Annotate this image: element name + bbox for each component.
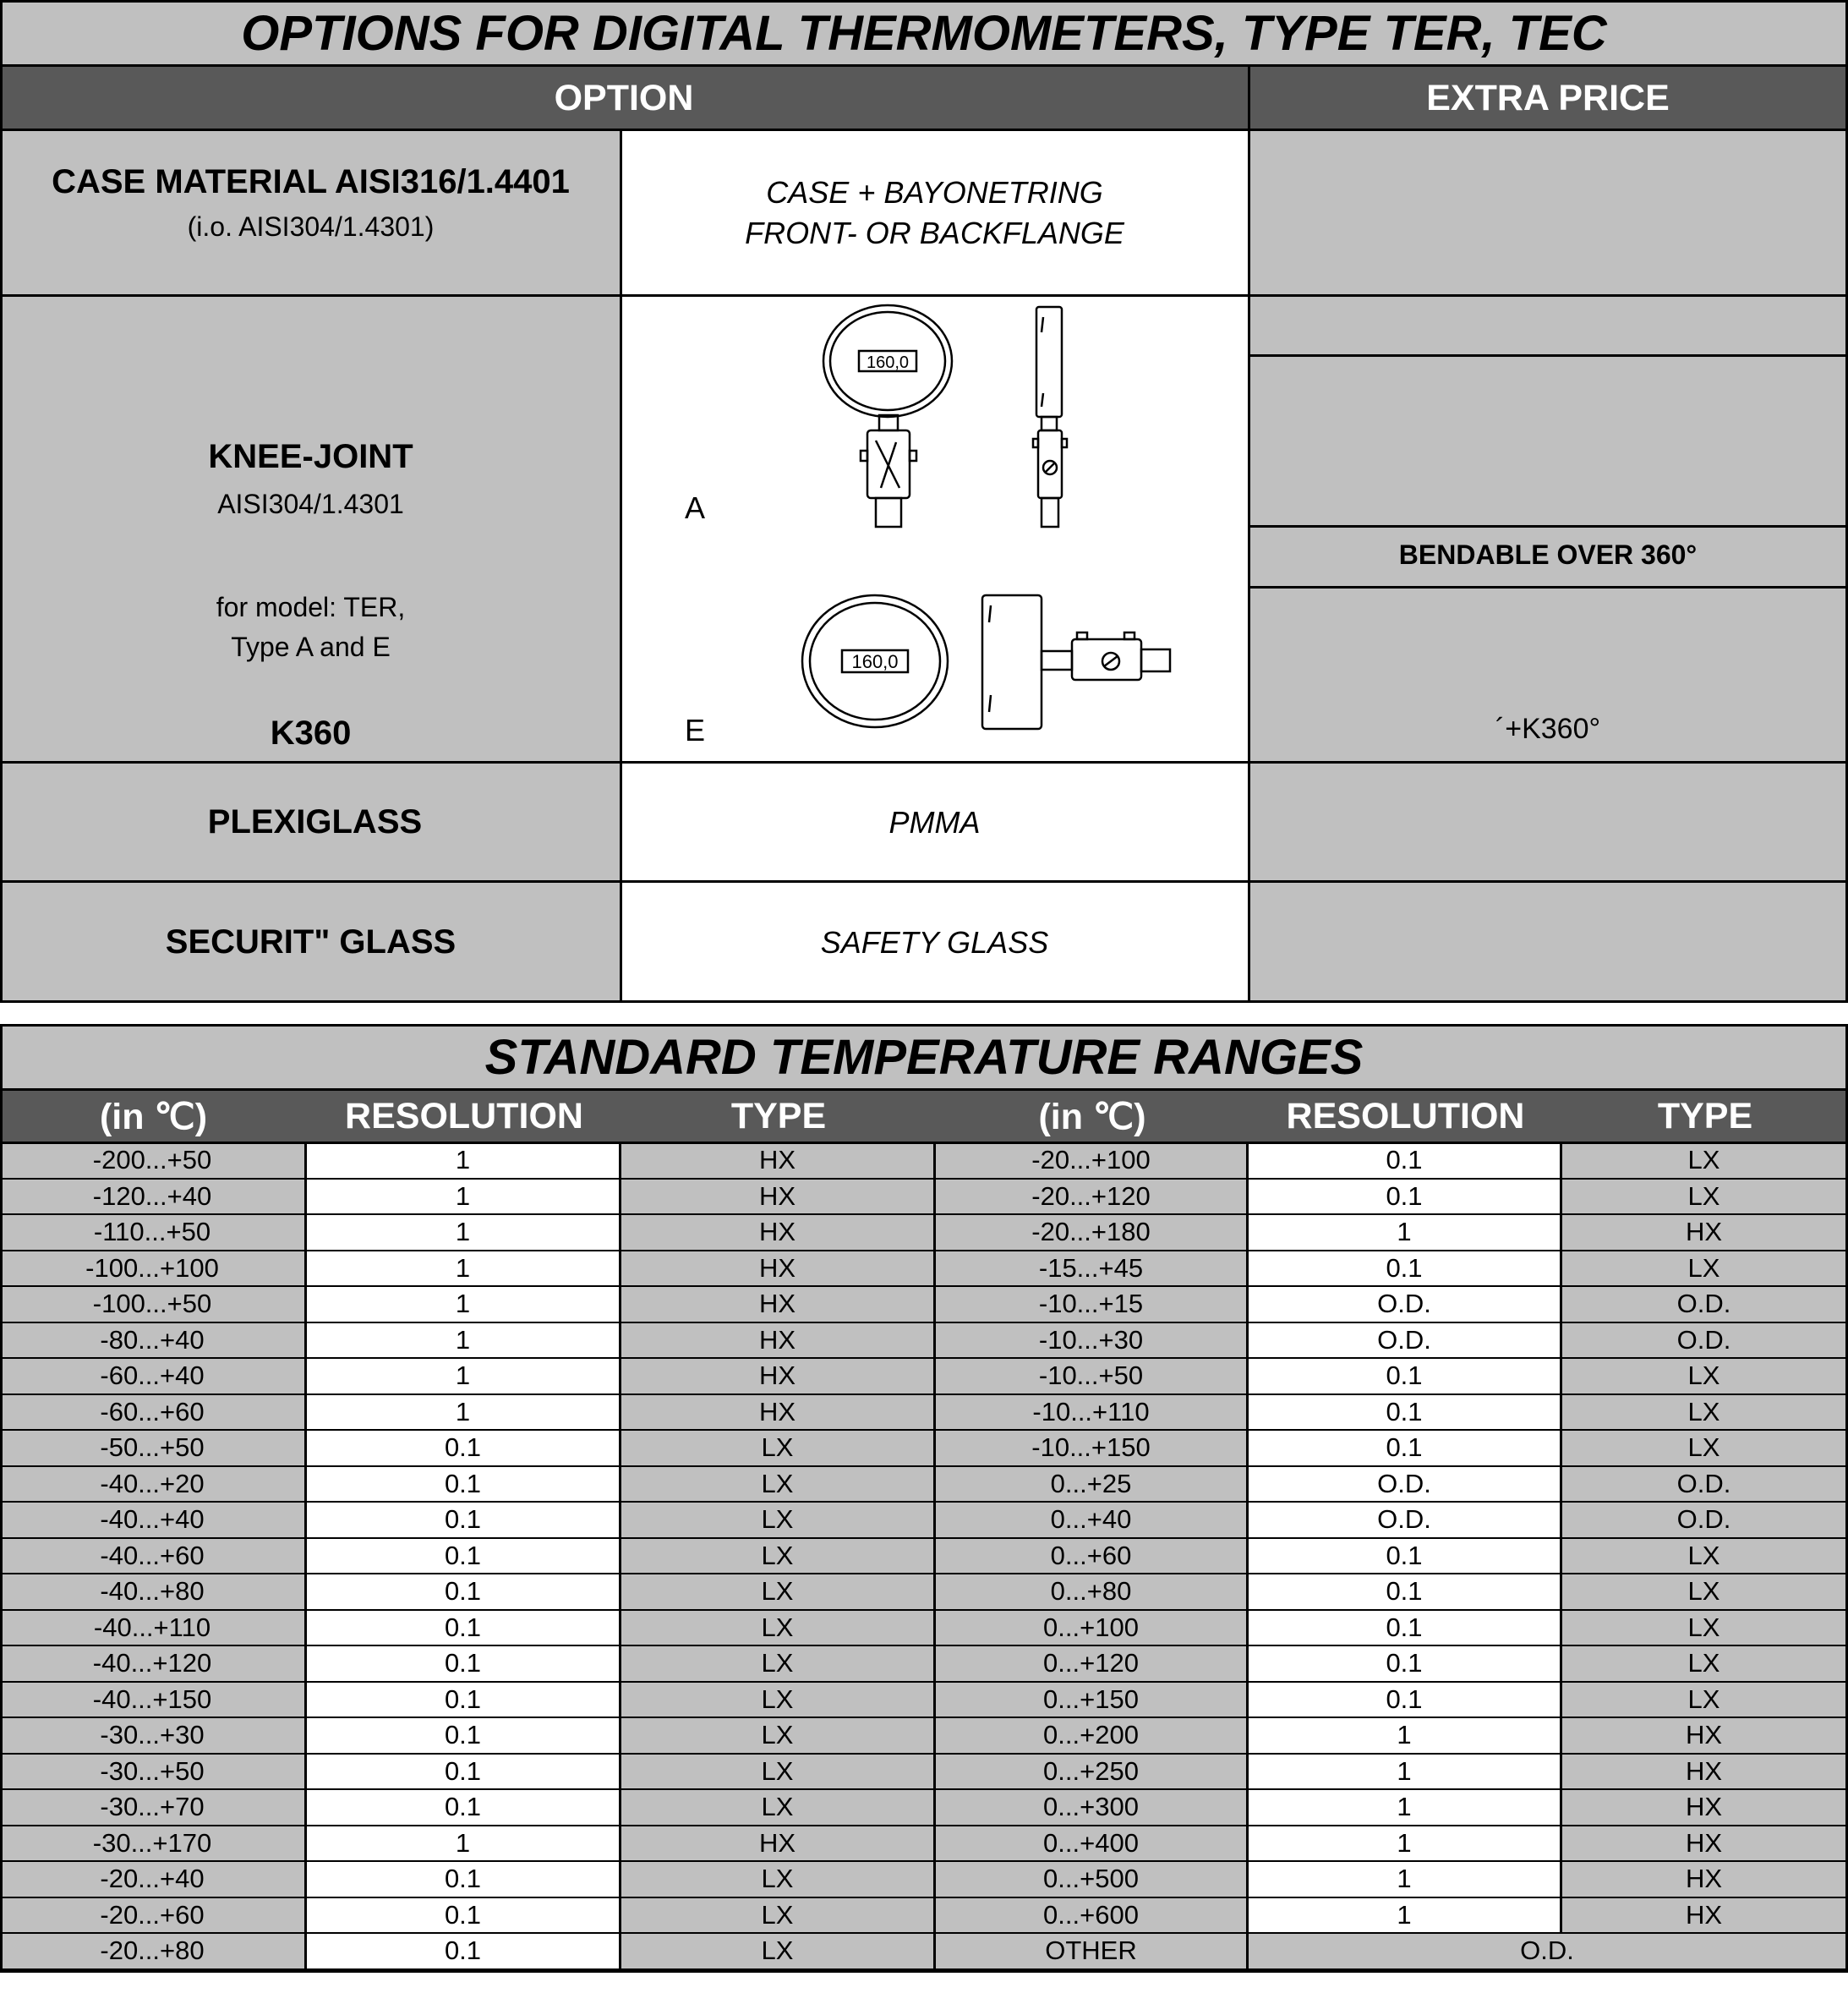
cell-type-1: LX	[621, 1862, 936, 1898]
cell-type-2: LX	[1562, 1574, 1848, 1611]
cell-resolution-2: O.D.	[1249, 1323, 1562, 1360]
cell-type-1: HX	[621, 1251, 936, 1288]
cell-resolution-2: 1	[1249, 1790, 1562, 1826]
case-material-sub: (i.o. AISI304/1.4301)	[187, 211, 435, 242]
cell-resolution-2: 1	[1249, 1826, 1562, 1863]
cell-type-2: LX	[1562, 1143, 1848, 1180]
cell-resolution-2: O.D.	[1249, 1467, 1562, 1503]
cell-type-1: HX	[621, 1143, 936, 1180]
cell-resolution-1: 1	[307, 1215, 621, 1251]
cell-resolution-2: 0.1	[1249, 1180, 1562, 1216]
cell-resolution-2: 1	[1249, 1718, 1562, 1755]
ranges-header-resolution-2: RESOLUTION	[1286, 1096, 1525, 1136]
cell-range-1: -40...+40	[0, 1503, 307, 1539]
cell-range-2: 0...+40	[936, 1503, 1249, 1539]
cell-range-1: -40...+120	[0, 1646, 307, 1683]
cell-resolution-1: 0.1	[307, 1755, 621, 1791]
knee-joint-type-a-label: A	[685, 490, 706, 525]
ranges-header-type-1: TYPE	[730, 1096, 827, 1136]
cell-range-1: -120...+40	[0, 1180, 307, 1216]
cell-type-2: LX	[1562, 1646, 1848, 1683]
knee-joint-model-line1: for model: TER,	[216, 592, 406, 622]
cell-range-2: 0...+250	[936, 1755, 1249, 1791]
cell-type-2: LX	[1562, 1683, 1848, 1719]
cell-range-2: 0...+500	[936, 1862, 1249, 1898]
cell-range-2: 0...+600	[936, 1898, 1249, 1935]
cell-type-2: HX	[1562, 1898, 1848, 1935]
cell-resolution-2: 0.1	[1249, 1251, 1562, 1288]
cell-resolution-2: 0.1	[1249, 1395, 1562, 1432]
cell-range-1: -80...+40	[0, 1323, 307, 1360]
cell-range-2: 0...+200	[936, 1718, 1249, 1755]
cell-type-1: LX	[621, 1898, 936, 1935]
ranges-header-resolution-1: RESOLUTION	[345, 1096, 583, 1136]
knee-joint-price-note: BENDABLE OVER 360°	[1398, 539, 1698, 570]
cell-range-2: 0...+120	[936, 1646, 1249, 1683]
cell-type-2: HX	[1562, 1755, 1848, 1791]
cell-resolution-2: 0.1	[1249, 1574, 1562, 1611]
cell-resolution-2: O.D.	[1249, 1503, 1562, 1539]
cell-type-2: O.D.	[1562, 1323, 1848, 1360]
cell-resolution-2: 1	[1249, 1215, 1562, 1251]
cell-type-1: HX	[621, 1287, 936, 1323]
cell-range-1: -100...+100	[0, 1251, 307, 1288]
cell-range-2: 0...+150	[936, 1683, 1249, 1719]
cell-resolution-1: 0.1	[307, 1539, 621, 1575]
cell-range-2: -10...+30	[936, 1323, 1249, 1360]
header-option: OPTION	[0, 66, 1248, 130]
cell-resolution-1: 1	[307, 1251, 621, 1288]
cell-range-1: -40...+60	[0, 1539, 307, 1575]
cell-type-1: LX	[621, 1683, 936, 1719]
cell-resolution-1: 0.1	[307, 1574, 621, 1611]
case-material-label	[0, 161, 621, 245]
cell-type-1: LX	[621, 1503, 936, 1539]
cell-range-1: -20...+60	[0, 1898, 307, 1935]
knee-joint-type-e-label: E	[685, 713, 706, 747]
header-extra-price: EXTRA PRICE	[1248, 66, 1848, 130]
cell-type-2: LX	[1562, 1180, 1848, 1216]
cell-resolution-1: 0.1	[307, 1503, 621, 1539]
securit-desc: SAFETY GLASS	[820, 924, 1049, 960]
cell-type-1: LX	[621, 1718, 936, 1755]
cell-type-1: LX	[621, 1539, 936, 1575]
cell-type-1: LX	[621, 1755, 936, 1791]
cell-range-2: 0...+100	[936, 1611, 1249, 1647]
cell-range-2: 0...+400	[936, 1826, 1249, 1863]
cell-type-2: HX	[1562, 1826, 1848, 1863]
case-material-desc	[621, 130, 1248, 296]
cell-range-2: -15...+45	[936, 1251, 1249, 1288]
cell-type-2: HX	[1562, 1718, 1848, 1755]
knee-joint-name: KNEE-JOINT	[208, 438, 413, 475]
cell-range-1: -50...+50	[0, 1431, 307, 1467]
cell-range-1: -40...+20	[0, 1467, 307, 1503]
cell-resolution-1: 0.1	[307, 1790, 621, 1826]
cell-type-2: LX	[1562, 1395, 1848, 1432]
knee-joint-code: K360	[270, 715, 352, 752]
cell-range-1: -30...+30	[0, 1718, 307, 1755]
type-e-display-value: 160,0	[851, 651, 899, 672]
cell-resolution-1: 0.1	[307, 1431, 621, 1467]
type-a-display-value: 160,0	[866, 353, 910, 372]
cell-type-1: LX	[621, 1431, 936, 1467]
cell-type-2: LX	[1562, 1431, 1848, 1467]
cell-type-1: LX	[621, 1467, 936, 1503]
cell-range-2: 0...+80	[936, 1574, 1249, 1611]
cell-resolution-2: 0.1	[1249, 1359, 1562, 1395]
ranges-title: STANDARD TEMPERATURE RANGES	[0, 1024, 1848, 1090]
cell-type-2: LX	[1562, 1539, 1848, 1575]
case-material-desc-line2: FRONT- OR BACKFLANGE	[745, 216, 1124, 250]
cell-resolution-1: 0.1	[307, 1683, 621, 1719]
cell-type-2: HX	[1562, 1862, 1848, 1898]
cell-resolution-1: 1	[307, 1826, 621, 1863]
cell-range-1: -40...+80	[0, 1574, 307, 1611]
cell-type-1: HX	[621, 1395, 936, 1432]
cell-range-1: -30...+170	[0, 1826, 307, 1863]
securit-name: SECURIT" GLASS	[165, 923, 457, 961]
cell-type-1: HX	[621, 1359, 936, 1395]
cell-range-2: -10...+50	[936, 1359, 1249, 1395]
ranges-header-range-2: (in ℃)	[1038, 1096, 1146, 1137]
cell-type-2: LX	[1562, 1611, 1848, 1647]
cell-range-1: -20...+40	[0, 1862, 307, 1898]
cell-range-2: 0...+60	[936, 1539, 1249, 1575]
cell-resolution-1: 1	[307, 1395, 621, 1432]
cell-resolution-2: 0.1	[1249, 1431, 1562, 1467]
cell-resolution-2: 0.1	[1249, 1611, 1562, 1647]
cell-range-2: OTHER	[936, 1934, 1249, 1970]
cell-type-1: LX	[621, 1574, 936, 1611]
plexiglass-desc: PMMA	[888, 804, 981, 840]
cell-range-1: -100...+50	[0, 1287, 307, 1323]
cell-resolution-2: 0.1	[1249, 1683, 1562, 1719]
cell-range-1: -40...+150	[0, 1683, 307, 1719]
cell-resolution-1: 0.1	[307, 1611, 621, 1647]
plexiglass-name: PLEXIGLASS	[207, 803, 423, 840]
cell-range-2: -20...+100	[936, 1143, 1249, 1180]
cell-resolution-2: 1	[1249, 1898, 1562, 1935]
cell-resolution-1: 1	[307, 1143, 621, 1180]
cell-type-1: HX	[621, 1826, 936, 1863]
case-material-desc-line1: CASE + BAYONETRING	[766, 175, 1103, 210]
cell-range-1: -60...+60	[0, 1395, 307, 1432]
ranges-header-type-2: TYPE	[1657, 1096, 1753, 1136]
cell-resolution-1: 1	[307, 1180, 621, 1216]
cell-resolution-2: 0.1	[1249, 1143, 1562, 1180]
cell-type-2: O.D.	[1562, 1467, 1848, 1503]
cell-range-2: -10...+150	[936, 1431, 1249, 1467]
cell-range-1: -40...+110	[0, 1611, 307, 1647]
cell-resolution-2: 1	[1249, 1862, 1562, 1898]
cell-resolution-2: 1	[1249, 1755, 1562, 1791]
knee-joint-material: AISI304/1.4301	[217, 489, 404, 519]
cell-range-2: -20...+120	[936, 1180, 1249, 1216]
ranges-header-range-1: (in ℃)	[99, 1096, 208, 1137]
cell-range-2: -20...+180	[936, 1215, 1249, 1251]
cell-type-2: O.D.	[1562, 1503, 1848, 1539]
cell-resolution-2: 0.1	[1249, 1646, 1562, 1683]
cell-type-1: LX	[621, 1934, 936, 1970]
cell-range-1: -60...+40	[0, 1359, 307, 1395]
cell-resolution-1: 1	[307, 1323, 621, 1360]
cell-resolution-1: 0.1	[307, 1646, 621, 1683]
knee-joint-type-a-drawing	[812, 300, 1116, 545]
cell-type-2: HX	[1562, 1215, 1848, 1251]
cell-resolution-1: 1	[307, 1359, 621, 1395]
cell-range-1: -200...+50	[0, 1143, 307, 1180]
cell-type-1: HX	[621, 1215, 936, 1251]
cell-type-2: HX	[1562, 1790, 1848, 1826]
cell-range-1: -30...+50	[0, 1755, 307, 1791]
cell-range-1: -110...+50	[0, 1215, 307, 1251]
knee-joint-type-e-drawing	[795, 583, 1217, 744]
cell-range-1: -20...+80	[0, 1934, 307, 1970]
knee-joint-model-line2: Type A and E	[231, 632, 391, 662]
cell-resolution-1: 0.1	[307, 1718, 621, 1755]
cell-range-2: 0...+300	[936, 1790, 1249, 1826]
options-title: OPTIONS FOR DIGITAL THERMOMETERS, TYPE TER, TEC	[0, 0, 1848, 66]
cell-range-1: -30...+70	[0, 1790, 307, 1826]
cell-type-1: LX	[621, 1611, 936, 1647]
cell-resolution-1: 1	[307, 1287, 621, 1323]
knee-joint-price-code: ´+K360°	[1495, 713, 1601, 745]
cell-resolution-2: O.D.	[1249, 1287, 1562, 1323]
cell-resolution-2: 0.1	[1249, 1539, 1562, 1575]
cell-type-2: O.D.	[1562, 1287, 1848, 1323]
cell-resolution-1: 0.1	[307, 1898, 621, 1935]
cell-range-2: -10...+110	[936, 1395, 1249, 1432]
cell-type-1: HX	[621, 1323, 936, 1360]
case-material-name: CASE MATERIAL AISI316/1.4401	[52, 163, 570, 200]
cell-range-2: 0...+25	[936, 1467, 1249, 1503]
cell-resolution-1: 0.1	[307, 1467, 621, 1503]
cell-range-2: -10...+15	[936, 1287, 1249, 1323]
cell-type-1: LX	[621, 1790, 936, 1826]
cell-type-2: LX	[1562, 1359, 1848, 1395]
cell-type-1: HX	[621, 1180, 936, 1216]
cell-type-2: LX	[1562, 1251, 1848, 1288]
cell-resolution-1: 0.1	[307, 1934, 621, 1970]
cell-resolution-2: O.D.	[1249, 1934, 1848, 1970]
cell-resolution-1: 0.1	[307, 1862, 621, 1898]
cell-type-1: LX	[621, 1646, 936, 1683]
